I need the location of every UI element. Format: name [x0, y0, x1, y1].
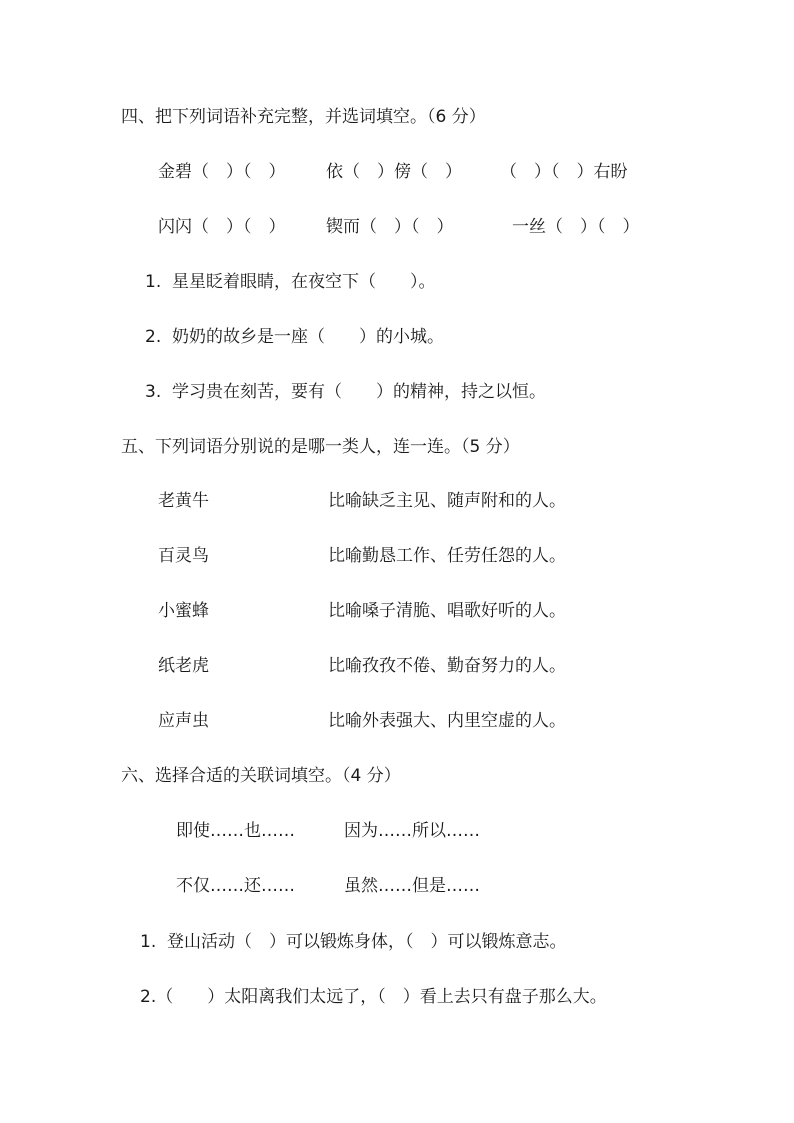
fill-question-2: 2. 奶奶的故乡是一座（ ）的小城。	[145, 327, 445, 347]
section-6-heading: 六、选择合适的关联词填空。（4 分）	[121, 766, 401, 786]
match-term-1: 老黄牛	[158, 491, 209, 511]
conjunction-option-1: 即使……也……	[176, 821, 295, 841]
match-definition-3: 比喻嗓子清脆、唱歌好听的人。	[328, 601, 566, 621]
match-term-5: 应声虫	[158, 711, 209, 731]
section-5-heading: 五、下列词语分别说的是哪一类人，连一连。（5 分）	[121, 437, 520, 457]
match-definition-2: 比喻勤恳工作、任劳任怨的人。	[328, 546, 566, 566]
conjunction-option-3: 不仅……还……	[176, 876, 295, 896]
conjunction-option-4: 虽然……但是……	[344, 876, 480, 896]
word-blank-5: 锲而（ ）（ ）	[326, 217, 454, 237]
word-blank-1: 金碧（ ）（ ）	[158, 162, 286, 182]
match-definition-5: 比喻外表强大、内里空虚的人。	[328, 711, 566, 731]
match-term-3: 小蜜蜂	[158, 601, 209, 621]
fill-question-1: 1. 星星眨着眼睛，在夜空下（ ）。	[145, 272, 436, 292]
word-blank-6: 一丝（ ）（ ）	[512, 217, 640, 237]
conjunction-question-1: 1. 登山活动（ ）可以锻炼身体，（ ）可以锻炼意志。	[140, 932, 567, 952]
match-definition-4: 比喻孜孜不倦、勤奋努力的人。	[328, 656, 566, 676]
fill-question-3: 3. 学习贵在刻苦，要有（ ）的精神，持之以恒。	[145, 382, 547, 402]
conjunction-question-2: 2.（ ）太阳离我们太远了，（ ）看上去只有盘子那么大。	[140, 987, 607, 1007]
match-term-4: 纸老虎	[158, 656, 209, 676]
word-blank-2: 依（ ）傍（ ）	[326, 162, 462, 182]
section-4-heading: 四、把下列词语补充完整，并选词填空。（6 分）	[121, 107, 486, 127]
conjunction-option-2: 因为……所以……	[344, 821, 480, 841]
word-blank-4: 闪闪（ ）（ ）	[158, 217, 286, 237]
match-definition-1: 比喻缺乏主见、随声附和的人。	[328, 491, 566, 511]
word-blank-3: （ ）（ ）右盼	[500, 162, 628, 182]
match-term-2: 百灵鸟	[158, 546, 209, 566]
